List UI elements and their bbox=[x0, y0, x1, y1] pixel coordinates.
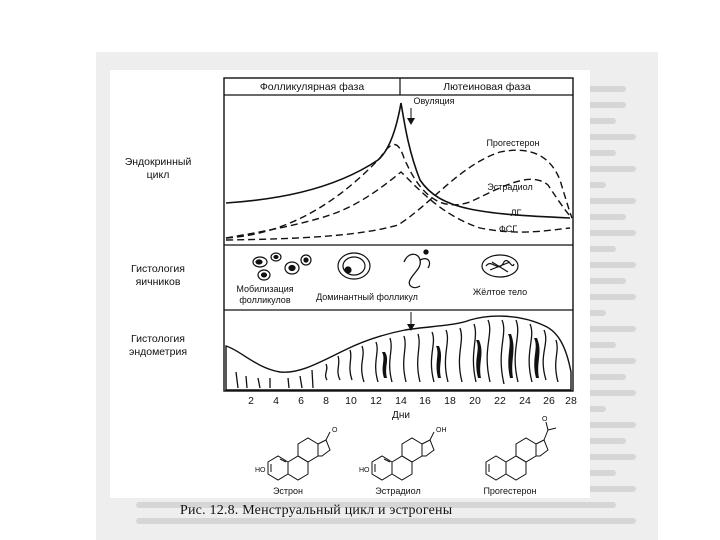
tick-label: 24 bbox=[519, 395, 531, 407]
row-label-ovary-2: яичников bbox=[135, 276, 181, 288]
mobilization-label-2: фолликулов bbox=[239, 295, 291, 305]
row-label-ovary-1: Гистология bbox=[131, 263, 185, 275]
axis-title: Дни bbox=[392, 410, 410, 421]
ovulation-label: Овуляция bbox=[413, 96, 455, 106]
tick-label: 20 bbox=[469, 395, 481, 407]
estradiol-substituent: OH bbox=[436, 427, 447, 434]
row-label-endocrine-2: цикл bbox=[146, 169, 170, 181]
mobilization-label-1: Мобилизация bbox=[236, 284, 294, 294]
tick-label: 14 bbox=[395, 395, 407, 407]
estrone-substituent: O bbox=[332, 427, 338, 434]
figure-caption: Рис. 12.8. Менструальный цикл и эстрогены bbox=[180, 503, 453, 518]
tick-label: 6 bbox=[298, 395, 304, 407]
tick-label: 28 bbox=[565, 395, 577, 407]
follicular-phase-label: Фолликулярная фаза bbox=[259, 81, 365, 93]
tick-label: 4 bbox=[273, 395, 279, 407]
estradiol-hydroxyl: HO bbox=[359, 467, 370, 474]
tick-label: 2 bbox=[248, 395, 254, 407]
progesterone-structure-label: Прогестерон bbox=[483, 486, 537, 496]
progesterone-label: Прогестерон bbox=[486, 138, 540, 148]
tick-label: 8 bbox=[323, 395, 329, 407]
estrone-label: Эстрон bbox=[272, 486, 304, 496]
tick-label: 22 bbox=[494, 395, 506, 407]
fsh-label: ФСГ bbox=[498, 224, 518, 234]
row-label-endocrine-1: Эндокринный bbox=[124, 156, 192, 168]
tick-label: 16 bbox=[419, 395, 431, 407]
estradiol-label: Эстрадиол bbox=[487, 182, 533, 192]
tick-label: 26 bbox=[543, 395, 555, 407]
luteal-phase-label: Лютеиновая фаза bbox=[443, 81, 531, 93]
row-label-endometrium-1: Гистология bbox=[131, 333, 185, 345]
estrone-hydroxyl: HO bbox=[255, 467, 266, 474]
tick-label: 18 bbox=[444, 395, 456, 407]
dominant-follicle-label: Доминантный фолликул bbox=[316, 292, 418, 302]
progesterone-substituent: O bbox=[542, 416, 548, 423]
estradiol-structure-label: Эстрадиол bbox=[375, 486, 421, 496]
tick-label: 10 bbox=[345, 395, 357, 407]
corpus-luteum-label: Жёлтое тело bbox=[472, 287, 528, 297]
row-label-endometrium-2: эндометрия bbox=[128, 346, 188, 358]
tick-label: 12 bbox=[370, 395, 382, 407]
lh-label: ЛГ bbox=[510, 208, 522, 218]
